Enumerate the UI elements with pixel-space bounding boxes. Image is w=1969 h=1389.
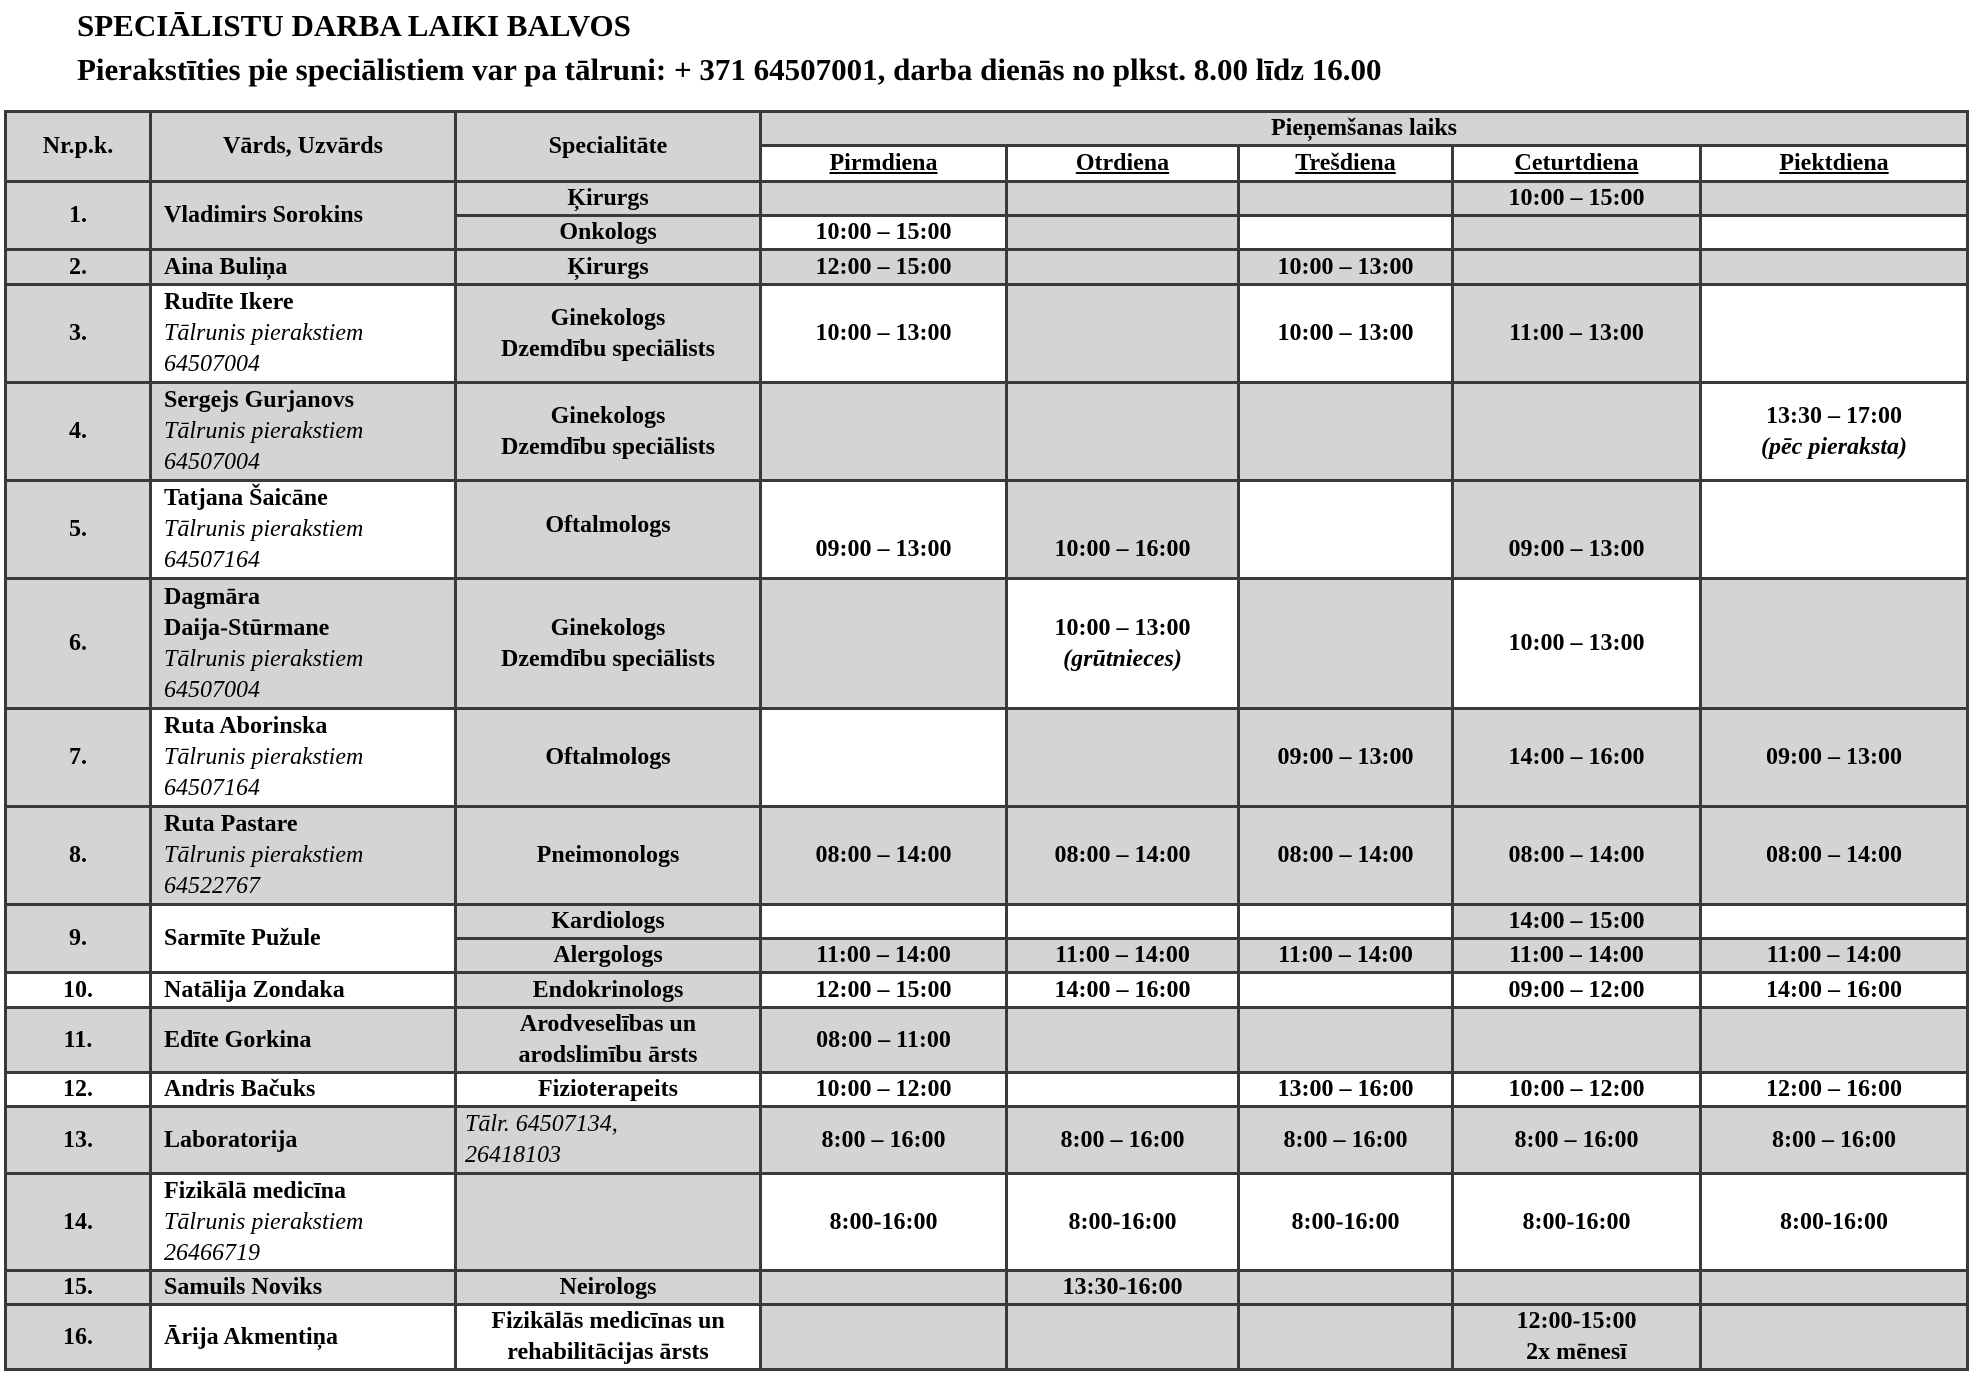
time-cell (1239, 973, 1453, 1008)
time-cell (761, 383, 1007, 481)
row-number: 4. (6, 383, 151, 481)
table-row (6, 1107, 1968, 1174)
col-header-day: Piektdiena (1701, 146, 1968, 182)
row-specialty (456, 285, 761, 383)
row-number: 5. (6, 481, 151, 579)
time-cell: 09:00 – 13:00 (1453, 481, 1701, 579)
time-cell: 10:00 – 13:00 (1239, 250, 1453, 285)
specialty-line: Dzemdību speciālists (500, 335, 715, 362)
time-cell: 8:00 – 16:00 (1701, 1107, 1968, 1174)
row-name (151, 807, 456, 905)
row-number: 9. (6, 905, 151, 973)
time-cell (1007, 250, 1239, 285)
time-cell: 08:00 – 14:00 (1007, 807, 1239, 905)
time-cell (1453, 1305, 1701, 1370)
page-header (77, 4, 1382, 92)
time-cell (1239, 1305, 1453, 1370)
time-cell: 10:00 – 13:00 (1239, 285, 1453, 383)
time-cell (1007, 182, 1239, 216)
specialty-line: arodslimību ārsts (518, 1042, 698, 1068)
row-specialty: Fizioterapeits (456, 1073, 761, 1107)
row-specialty (456, 383, 761, 481)
name-text: Ruta Pastare (164, 811, 298, 837)
time-cell (1239, 1008, 1453, 1073)
name-text: Tatjana Šaicāne (164, 485, 328, 511)
time-cell (761, 579, 1007, 709)
phone-number: 64522767 (164, 873, 260, 899)
time-cell (761, 709, 1007, 807)
time-text: 13:30 – 17:00 (1766, 402, 1902, 429)
row-name (151, 709, 456, 807)
table-row (6, 481, 1968, 579)
specialty-line: Fizikālās medicīnas un (491, 1308, 725, 1334)
time-cell: 08:00 – 11:00 (761, 1008, 1007, 1073)
time-cell (1239, 216, 1453, 250)
time-note: (grūtnieces) (1063, 645, 1182, 672)
row-name (151, 383, 456, 481)
specialty-line: Dzemdību speciālists (500, 645, 715, 672)
name-text: Dagmāra (164, 583, 260, 610)
row-name (151, 250, 456, 285)
row-name (151, 1305, 456, 1370)
time-cell: 12:00 – 16:00 (1701, 1073, 1968, 1107)
table-row (6, 1073, 1968, 1107)
time-cell (1701, 1271, 1968, 1305)
row-number: 3. (6, 285, 151, 383)
time-cell: 10:00 – 12:00 (1453, 1073, 1701, 1107)
table-row (6, 905, 1968, 939)
name-text: Samuils Noviks (164, 1274, 323, 1300)
table-row (6, 1271, 1968, 1305)
time-cell (1007, 1305, 1239, 1370)
name-text: Vladimirs Sorokins (164, 202, 363, 228)
name-text: Rudīte Ikere (164, 289, 294, 315)
phone-label: Tālrunis pierakstiem (164, 418, 364, 444)
row-name (151, 973, 456, 1008)
name-text: Andris Bačuks (164, 1076, 316, 1102)
time-cell: 8:00-16:00 (1007, 1174, 1239, 1271)
table-row (6, 973, 1968, 1008)
time-cell: 11:00 – 13:00 (1453, 285, 1701, 383)
name-text: Aina Buliņa (164, 253, 288, 280)
row-name (151, 285, 456, 383)
row-number: 6. (6, 579, 151, 709)
col-header-day: Otrdiena (1007, 146, 1239, 182)
table-row (6, 383, 1968, 481)
row-specialty: Pneimonologs (456, 807, 761, 905)
time-cell: 11:00 – 14:00 (761, 939, 1007, 973)
row-name (151, 905, 456, 973)
name-text: Sergejs Gurjanovs (164, 387, 354, 413)
specialty-line: rehabilitācijas ārsts (507, 1339, 709, 1365)
row-number: 13. (6, 1107, 151, 1174)
time-cell: 14:00 – 16:00 (1453, 709, 1701, 807)
phone-number: 64507004 (164, 351, 260, 377)
time-cell (761, 905, 1007, 939)
time-cell (761, 182, 1007, 216)
time-cell: 8:00-16:00 (761, 1174, 1007, 1271)
row-specialty (456, 1008, 761, 1073)
time-cell: 13:30-16:00 (1007, 1271, 1239, 1305)
name-text: Edīte Gorkina (164, 1026, 312, 1053)
phone-label: Tālrunis pierakstiem (164, 320, 364, 346)
time-cell (1007, 905, 1239, 939)
row-specialty (456, 579, 761, 709)
time-cell (1239, 1271, 1453, 1305)
row-specialty: Onkologs (456, 216, 761, 250)
time-note: (pēc pieraksta) (1761, 433, 1907, 460)
phone-label: Tālrunis pierakstiem (164, 645, 364, 672)
row-specialty (456, 1107, 761, 1174)
time-cell: 11:00 – 14:00 (1239, 939, 1453, 973)
row-specialty: Endokrinologs (456, 973, 761, 1008)
header-row (6, 112, 1968, 146)
time-cell: 09:00 – 13:00 (761, 481, 1007, 579)
row-name (151, 1073, 456, 1107)
time-cell (1453, 1008, 1701, 1073)
time-cell (1453, 383, 1701, 481)
time-cell (1239, 905, 1453, 939)
time-cell: 10:00 – 12:00 (761, 1073, 1007, 1107)
time-cell (761, 1271, 1007, 1305)
time-cell (1701, 285, 1968, 383)
time-cell (1239, 481, 1453, 579)
table-row (6, 1008, 1968, 1073)
col-header-day: Ceturtdiena (1453, 146, 1701, 182)
time-cell: 10:00 – 16:00 (1007, 481, 1239, 579)
row-specialty: Ķirurgs (456, 182, 761, 216)
name-text: Ārija Akmentiņa (164, 1323, 338, 1350)
time-cell (1453, 216, 1701, 250)
time-cell: 10:00 – 13:00 (761, 285, 1007, 383)
row-number: 11. (6, 1008, 151, 1073)
row-name (151, 481, 456, 579)
specialty-line: Tālr. 64507134, (465, 1111, 618, 1137)
time-cell: 09:00 – 12:00 (1453, 973, 1701, 1008)
time-cell (1701, 250, 1968, 285)
time-cell: 10:00 – 13:00 (1453, 579, 1701, 709)
time-cell (1701, 481, 1968, 579)
page-title: SPECIĀLISTU DARBA LAIKI BALVOS (77, 8, 631, 43)
time-cell: 09:00 – 13:00 (1239, 709, 1453, 807)
row-name (151, 579, 456, 709)
time-cell: 13:00 – 16:00 (1239, 1073, 1453, 1107)
time-cell: 12:00 – 15:00 (761, 250, 1007, 285)
time-cell (1701, 216, 1968, 250)
time-cell: 08:00 – 14:00 (1453, 807, 1701, 905)
name-text: Laboratorija (164, 1126, 298, 1153)
row-name (151, 1271, 456, 1305)
specialty-line: 26418103 (465, 1142, 561, 1168)
specialty-line: Dzemdību speciālists (500, 433, 715, 460)
col-header-nr: Nr.p.k. (6, 112, 151, 182)
row-name (151, 1008, 456, 1073)
time-cell (1239, 579, 1453, 709)
time-cell: 08:00 – 14:00 (761, 807, 1007, 905)
time-cell: 8:00 – 16:00 (761, 1107, 1007, 1174)
row-number: 1. (6, 182, 151, 250)
table-row (6, 250, 1968, 285)
time-cell (1701, 905, 1968, 939)
row-name (151, 1174, 456, 1271)
col-header-day: Trešdiena (1239, 146, 1453, 182)
time-cell (761, 1305, 1007, 1370)
row-number: 15. (6, 1271, 151, 1305)
row-number: 14. (6, 1174, 151, 1271)
time-cell: 14:00 – 16:00 (1007, 973, 1239, 1008)
table-row (6, 709, 1968, 807)
time-cell: 8:00-16:00 (1239, 1174, 1453, 1271)
phone-label: Tālrunis pierakstiem (164, 744, 364, 770)
time-cell (1007, 383, 1239, 481)
time-cell (1007, 1008, 1239, 1073)
phone-label: Tālrunis pierakstiem (164, 516, 364, 542)
row-specialty: Oftalmologs (456, 709, 761, 807)
time-cell: 11:00 – 14:00 (1453, 939, 1701, 973)
time-cell (1239, 182, 1453, 216)
time-cell: 09:00 – 13:00 (1701, 709, 1968, 807)
specialty-line: Ginekologs (550, 614, 666, 641)
specialty-line: Ginekologs (550, 304, 666, 331)
time-cell: 08:00 – 14:00 (1239, 807, 1453, 905)
phone-number: 64507004 (164, 449, 260, 475)
time-cell (1007, 579, 1239, 709)
time-cell (1701, 1305, 1968, 1370)
phone-number: 64507004 (164, 676, 260, 703)
time-note: 2x mēnesī (1526, 1339, 1627, 1365)
col-header-name: Vārds, Uzvārds (151, 112, 456, 182)
phone-number: 64507164 (164, 775, 260, 801)
col-header-day: Pirmdiena (761, 146, 1007, 182)
time-cell (1007, 285, 1239, 383)
name-text: Fizikālā medicīna (164, 1177, 346, 1204)
row-specialty (456, 1305, 761, 1370)
row-number: 2. (6, 250, 151, 285)
time-cell (1453, 1271, 1701, 1305)
schedule-table (4, 110, 1969, 1371)
time-cell (1701, 383, 1968, 481)
row-number: 7. (6, 709, 151, 807)
row-specialty: Alergologs (456, 939, 761, 973)
time-cell: 8:00 – 16:00 (1007, 1107, 1239, 1174)
time-cell: 8:00 – 16:00 (1453, 1107, 1701, 1174)
time-cell (1701, 1008, 1968, 1073)
name-text: Natālija Zondaka (164, 976, 345, 1003)
phone-label: Tālrunis pierakstiem (164, 1208, 364, 1235)
time-text: 12:00-15:00 (1516, 1308, 1637, 1334)
time-cell (1701, 182, 1968, 216)
time-cell: 11:00 – 14:00 (1007, 939, 1239, 973)
phone-number: 64507164 (164, 547, 260, 573)
row-name (151, 182, 456, 250)
row-number: 10. (6, 973, 151, 1008)
name-text: Ruta Aborinska (164, 713, 328, 739)
specialty-line: Arodveselības un (519, 1011, 697, 1037)
row-name (151, 1107, 456, 1174)
name-text: Sarmīte Pužule (164, 925, 321, 951)
name-text: Daija-Stūrmane (164, 614, 330, 641)
table-row (6, 285, 1968, 383)
time-cell: 8:00-16:00 (1701, 1174, 1968, 1271)
page-subtitle: Pierakstīties pie speciālistiem var pa tālruni: + 371 64507001, darba dienās no plkst. 8.00 līdz 16.00 (77, 52, 1382, 87)
time-cell (1007, 709, 1239, 807)
row-specialty (456, 1174, 761, 1271)
time-cell: 10:00 – 15:00 (1453, 182, 1701, 216)
col-header-spec: Specialitāte (456, 112, 761, 182)
row-specialty: Ķirurgs (456, 250, 761, 285)
time-cell: 12:00 – 15:00 (761, 973, 1007, 1008)
row-number: 8. (6, 807, 151, 905)
phone-number: 26466719 (164, 1239, 260, 1266)
time-cell: 11:00 – 14:00 (1701, 939, 1968, 973)
row-specialty: Neirologs (456, 1271, 761, 1305)
row-number: 16. (6, 1305, 151, 1370)
time-cell: 08:00 – 14:00 (1701, 807, 1968, 905)
row-specialty: Oftalmologs (456, 481, 761, 579)
table-row (6, 579, 1968, 709)
time-cell: 14:00 – 16:00 (1701, 973, 1968, 1008)
time-cell (1007, 216, 1239, 250)
table-row (6, 1305, 1968, 1370)
time-text: 10:00 – 13:00 (1054, 614, 1191, 641)
time-cell: 8:00-16:00 (1453, 1174, 1701, 1271)
time-cell (1239, 383, 1453, 481)
specialty-line: Ginekologs (550, 402, 666, 429)
table-row (6, 807, 1968, 905)
time-cell: 14:00 – 15:00 (1453, 905, 1701, 939)
table-row (6, 182, 1968, 216)
time-cell (1701, 579, 1968, 709)
time-cell: 8:00 – 16:00 (1239, 1107, 1453, 1174)
time-cell (1453, 250, 1701, 285)
row-number: 12. (6, 1073, 151, 1107)
table-row (6, 1174, 1968, 1271)
col-header-group: Pieņemšanas laiks (761, 112, 1968, 146)
time-cell: 10:00 – 15:00 (761, 216, 1007, 250)
row-specialty: Kardiologs (456, 905, 761, 939)
time-cell (1007, 1073, 1239, 1107)
phone-label: Tālrunis pierakstiem (164, 842, 364, 868)
